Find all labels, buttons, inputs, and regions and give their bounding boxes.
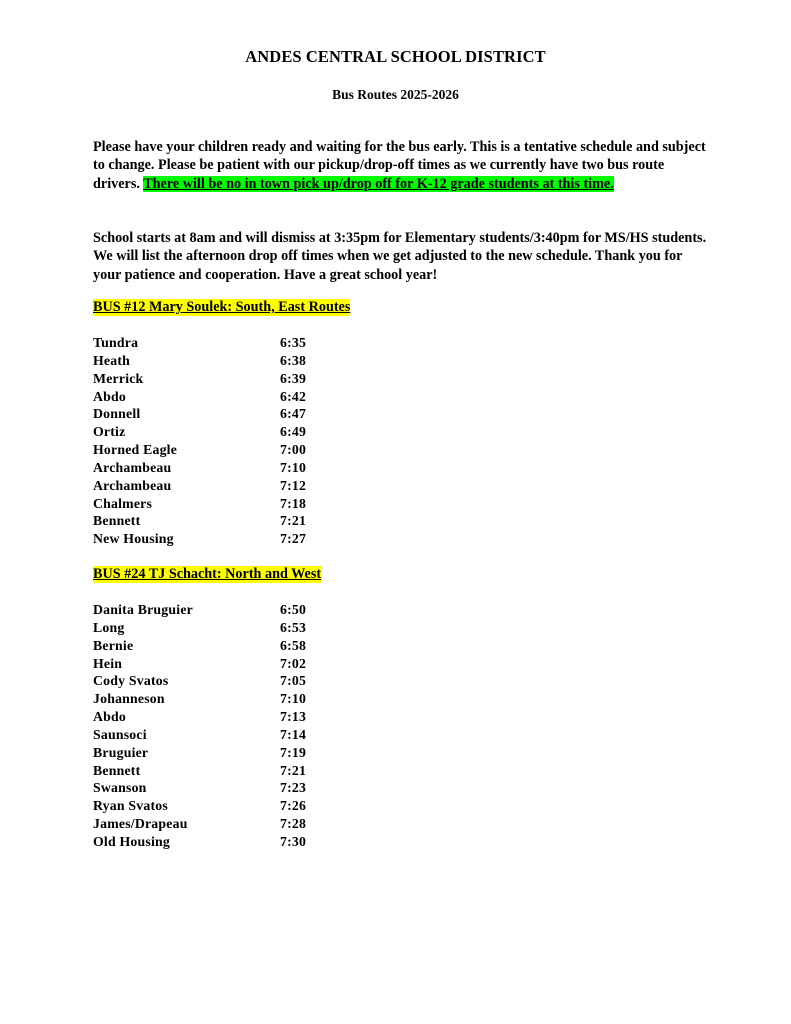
stop-time: 7:19 bbox=[280, 744, 307, 760]
stop-row bbox=[93, 726, 353, 744]
stop-row bbox=[93, 370, 353, 388]
stop-row bbox=[93, 762, 353, 780]
stop-time: 7:28 bbox=[280, 816, 307, 832]
stop-row bbox=[93, 833, 353, 851]
stop-row bbox=[93, 672, 353, 690]
stop-name: Bruguier bbox=[93, 744, 149, 760]
stop-time: 7:00 bbox=[280, 442, 307, 458]
stop-time: 7:23 bbox=[280, 780, 307, 796]
stop-time: 7:02 bbox=[280, 655, 307, 671]
stop-row bbox=[93, 797, 353, 815]
stop-row bbox=[93, 655, 353, 673]
stop-time: 7:21 bbox=[280, 762, 307, 778]
stop-time: 7:10 bbox=[280, 691, 307, 707]
intro-paragraph bbox=[93, 138, 713, 193]
stop-name: Donnell bbox=[93, 406, 141, 422]
stop-row bbox=[93, 352, 353, 370]
stop-name: Hein bbox=[93, 655, 123, 671]
stop-row bbox=[93, 334, 353, 352]
stop-name: Old Housing bbox=[93, 833, 170, 849]
stop-time: 6:38 bbox=[280, 352, 307, 368]
stop-time: 7:27 bbox=[280, 531, 307, 547]
stop-name: James/Drapeau bbox=[93, 816, 188, 832]
stop-time: 7:26 bbox=[280, 798, 307, 814]
stop-time: 6:35 bbox=[280, 335, 307, 350]
stop-time: 7:21 bbox=[280, 513, 307, 529]
stop-name: Ryan Svatos bbox=[93, 798, 168, 814]
stop-name: Long bbox=[93, 619, 125, 635]
stop-name: Swanson bbox=[93, 780, 147, 796]
stop-name: Horned Eagle bbox=[93, 442, 178, 458]
stop-row bbox=[93, 495, 353, 513]
stop-name: Bernie bbox=[93, 637, 134, 653]
stop-row bbox=[93, 744, 353, 762]
stop-row bbox=[93, 512, 353, 530]
stop-time: 7:13 bbox=[280, 709, 307, 725]
stop-row bbox=[93, 441, 353, 459]
stop-time: 6:47 bbox=[280, 406, 307, 422]
stop-name: New Housing bbox=[93, 531, 174, 547]
stop-name: Saunsoci bbox=[93, 726, 147, 742]
stop-time: 7:14 bbox=[280, 726, 307, 742]
stop-time: 7:10 bbox=[280, 459, 307, 475]
stop-row bbox=[93, 690, 353, 708]
stop-name: Abdo bbox=[93, 709, 127, 725]
stop-row bbox=[93, 477, 353, 495]
stop-row bbox=[93, 423, 353, 441]
stop-time: 7:05 bbox=[280, 673, 307, 689]
stop-name: Chalmers bbox=[93, 495, 153, 511]
stop-row bbox=[93, 388, 353, 406]
stop-time: 6:39 bbox=[280, 370, 307, 386]
stop-name: Archambeau bbox=[93, 459, 172, 475]
stop-row bbox=[93, 815, 353, 833]
intro-text: Please have your children ready and waiting for the bus early. This is a tentative schedule and subject to change. Please be patient with our pickup/drop-off times as we currently have two bus route drivers. bbox=[93, 139, 706, 192]
no-town-pickup-notice: There will be no in town pick up/drop off for K-12 grade students at this time. bbox=[143, 175, 614, 192]
stop-row bbox=[93, 459, 353, 477]
stop-time: 6:53 bbox=[280, 619, 307, 635]
stop-row bbox=[93, 619, 353, 637]
stop-time: 6:50 bbox=[280, 602, 307, 617]
stop-time: 6:49 bbox=[280, 424, 307, 440]
stop-name: Merrick bbox=[93, 370, 144, 386]
stop-time: 7:30 bbox=[280, 833, 307, 849]
stop-name: Cody Svatos bbox=[93, 673, 169, 689]
stop-row bbox=[93, 779, 353, 797]
bus-12-stop-list bbox=[93, 334, 353, 548]
stop-time: 7:18 bbox=[280, 495, 307, 511]
stop-time: 6:58 bbox=[280, 637, 307, 653]
stop-row bbox=[93, 405, 353, 423]
page-subtitle: Bus Routes 2025-2026 bbox=[332, 87, 459, 102]
page-title: ANDES CENTRAL SCHOOL DISTRICT bbox=[245, 47, 546, 66]
bus-24-heading: BUS #24 TJ Schacht: North and West bbox=[93, 566, 322, 582]
stop-time: 7:12 bbox=[280, 477, 307, 493]
stop-row bbox=[93, 708, 353, 726]
stop-name: Johanneson bbox=[93, 691, 165, 707]
stop-name: Bennett bbox=[93, 762, 141, 778]
stop-row bbox=[93, 601, 353, 619]
stop-name: Abdo bbox=[93, 388, 127, 404]
stop-name: Heath bbox=[93, 352, 131, 368]
stop-name: Danita Bruguier bbox=[93, 602, 193, 617]
bus-24-stop-list bbox=[93, 601, 353, 851]
stop-name: Bennett bbox=[93, 513, 141, 529]
bus-12-heading: BUS #12 Mary Soulek: South, East Routes bbox=[93, 299, 351, 315]
stop-name: Archambeau bbox=[93, 477, 172, 493]
stop-name: Ortiz bbox=[93, 424, 126, 440]
stop-name: Tundra bbox=[93, 335, 139, 350]
schedule-paragraph: School starts at 8am and will dismiss at 3:35pm for Elementary students/3:40pm for MS/HS students. We will list the afternoon drop off times when we get adjusted to the new schedule. Thank you for your patience and cooperation. Have a great school year! bbox=[93, 230, 707, 283]
stop-row bbox=[93, 530, 353, 548]
stop-time: 6:42 bbox=[280, 388, 307, 404]
stop-row bbox=[93, 637, 353, 655]
